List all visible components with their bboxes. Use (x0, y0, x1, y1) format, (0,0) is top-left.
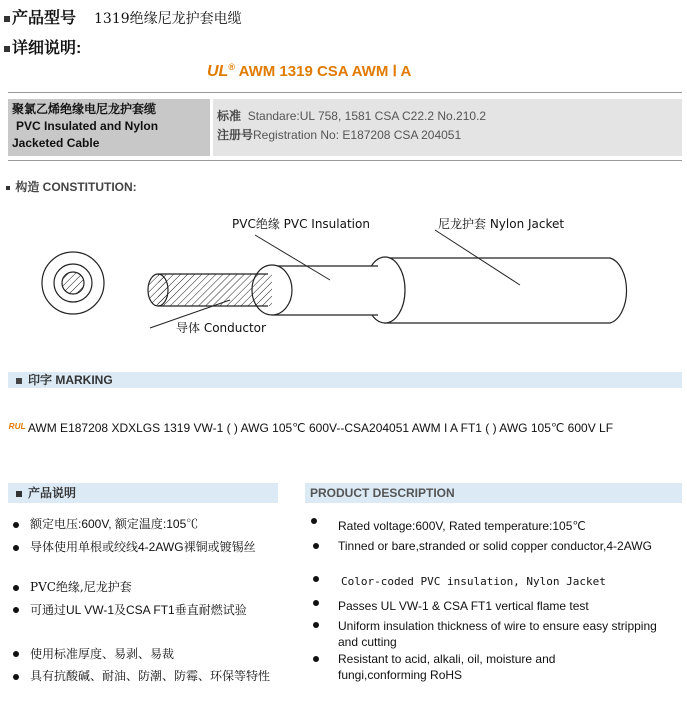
ul-logo-icon: ᴿᵁᴸ (8, 421, 26, 435)
standard-value: Standare:UL 758, 1581 CSA C22.2 No.210.2 (247, 109, 487, 123)
product-model-label: 产品型号 (12, 10, 77, 27)
ul-logo-icon: UL (207, 63, 229, 80)
list-item: 额定电压:600V, 额定温度:105℃ (30, 517, 199, 531)
standard-line: UL® AWM 1319 CSA AWM Ⅰ A (207, 62, 412, 80)
list-item: Resistant to acid, alkali, oil, moisture and fungi,conforming RoHS (338, 652, 556, 682)
cable-construction-diagram (0, 200, 687, 350)
construction-title: 构造 CONSTITUTION: (6, 178, 137, 195)
list-item: Color-coded PVC insulation, Nylon Jacket (341, 575, 606, 588)
bullet-icon (13, 607, 19, 613)
list-item: Passes UL VW-1 & CSA FT1 vertical flame test (338, 599, 589, 613)
standard-line-text: AWM 1319 CSA AWM Ⅰ A (238, 63, 412, 80)
cable-name-cn: 聚氯乙烯绝缘电尼龙护套缆 (12, 102, 157, 116)
bullet-icon (13, 545, 19, 551)
bullet-icon (13, 651, 19, 657)
bullet-icon (313, 622, 319, 628)
list-item: 使用标准厚度、易剥、易裁 (30, 647, 175, 661)
bullet-icon (13, 674, 19, 680)
insulation-label: PVC绝缘 PVC Insulation (232, 217, 370, 231)
details-heading: 详细说明: (4, 35, 81, 58)
cable-name-en-2: Jacketed Cable (12, 136, 100, 150)
bullet-icon (313, 656, 319, 662)
registration-value: Registration No: E187208 CSA 204051 (253, 128, 462, 142)
en-description-bar: PRODUCT DESCRIPTION (305, 483, 682, 503)
bullet-icon (313, 600, 319, 606)
bullet-icon (311, 518, 317, 524)
list-item: 导体使用单根或绞线4-2AWG裸铜或镀锡丝 (30, 540, 256, 554)
cn-description-bar: 产品说明 (8, 483, 278, 503)
marking-bar (8, 372, 682, 388)
list-item: Tinned or bare,stranded or solid copper conductor,4-2AWG (338, 539, 652, 553)
bullet-square-icon (6, 186, 10, 190)
standard-box: 标准 Standare:UL 758, 1581 CSA C22.2 No.210.2 注册号Registration No: E187208 CSA 204051 (213, 99, 682, 156)
divider (8, 92, 682, 93)
bullet-icon (13, 522, 19, 528)
bullet-square-icon (16, 491, 22, 497)
cable-name-box (8, 99, 210, 156)
bullet-square-icon (16, 378, 22, 384)
bullet-icon (13, 585, 19, 591)
bullet-icon (313, 576, 319, 582)
list-item: 可通过UL VW-1及CSA FT1垂直耐燃试验 (30, 603, 247, 617)
list-item: PVC绝缘,尼龙护套 (30, 580, 132, 594)
bullet-square-icon (4, 46, 10, 52)
cross-section (42, 252, 104, 314)
marking-title: 印字 MARKING (28, 373, 113, 387)
product-model-value: 1319绝缘尼龙护套电缆 (94, 11, 242, 27)
cable-name-en-1: PVC Insulated and Nylon (16, 119, 159, 133)
list-item: 具有抗酸碱、耐油、防潮、防霉、环保等特性 (30, 669, 271, 683)
list-item: Uniform insulation thickness of wire to ensure easy stripping and cutting (338, 619, 657, 649)
marking-text: ᴿᵁᴸ AWM E187208 XDXLGS 1319 VW-1 ( ) AWG 105℃ 600V--CSA204051 AWM I A FT1 ( ) AWG 105℃ 600V LF (8, 421, 614, 435)
divider (8, 160, 682, 161)
conductor-label: 导体 Conductor (176, 321, 266, 335)
conductor-shape (148, 274, 272, 306)
bullet-square-icon (4, 16, 10, 22)
nylon-jacket-shape (365, 257, 627, 323)
jacket-label: 尼龙护套 Nylon Jacket (438, 217, 565, 231)
list-item: Rated voltage:600V, Rated temperature:105℃ (338, 519, 586, 533)
bullet-icon (313, 543, 319, 549)
product-model (4, 5, 242, 28)
